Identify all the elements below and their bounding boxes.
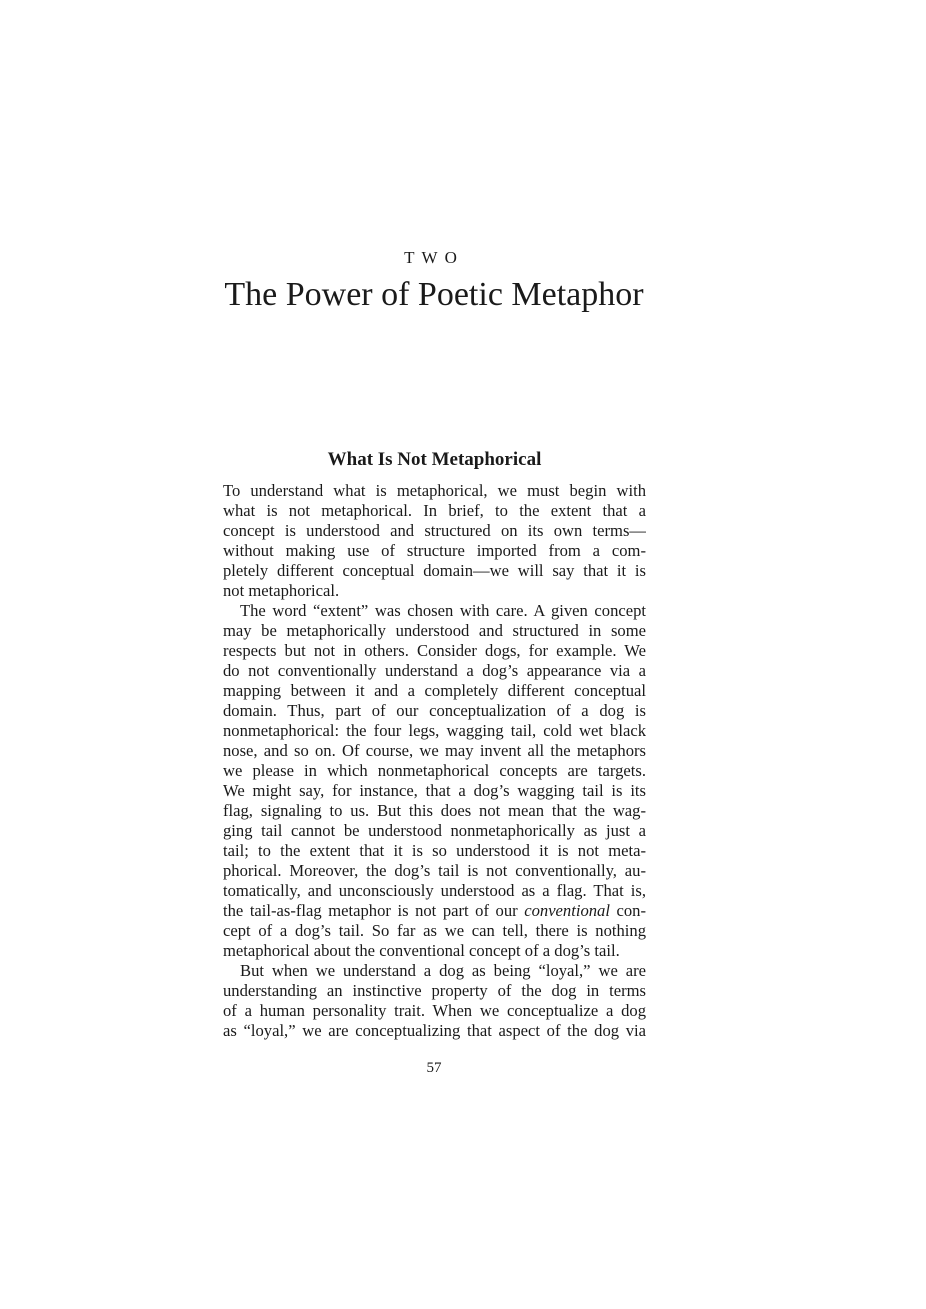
text-line: nose, and so on. Of course, we may invent all the metaphors (223, 741, 646, 760)
text-line: mapping between it and a completely different conceptual (223, 681, 646, 700)
text-line: we please in which nonmetaphorical concepts are targets. (223, 761, 646, 780)
text-line: do not conventionally understand a dog’s appearance via a (223, 661, 646, 680)
text-line: The word “extent” was chosen with care. A given concept (240, 601, 646, 620)
chapter-title: The Power of Poetic Metaphor (224, 276, 644, 313)
text-line: To understand what is metaphorical, we must begin with (223, 481, 646, 500)
emphasis: conventional (524, 901, 610, 920)
paragraph-1 (223, 481, 646, 601)
text-line: But when we understand a dog as being “loyal,” we are (240, 961, 646, 980)
text-line: flag, signaling to us. But this does not mean that the wag- (223, 801, 646, 820)
text-line: ging tail cannot be understood nonmetaphorically as just a (223, 821, 646, 840)
text-line: understanding an instinctive property of the dog in terms (223, 981, 646, 1000)
text-line: domain. Thus, part of our conceptualization of a dog is (223, 701, 646, 720)
text-line: what is not metaphorical. In brief, to the extent that a (223, 501, 646, 520)
text-line: tail; to the extent that it is so understood it is not meta- (223, 841, 646, 860)
text-line: of a human personality trait. When we conceptualize a dog (223, 1001, 646, 1020)
page-number: 57 (426, 1060, 442, 1076)
text-line: pletely different conceptual domain—we will say that it is (223, 561, 646, 580)
text-line: metaphorical about the conventional concept of a dog’s tail. (223, 941, 620, 960)
text-line: phorical. Moreover, the dog’s tail is not conventionally, au- (223, 861, 646, 880)
chapter-number: TWO (404, 248, 464, 267)
text-line: concept is understood and structured on its own terms— (223, 521, 646, 540)
section-heading: What Is Not Metaphorical (327, 449, 542, 470)
text-line: respects but not in others. Consider dogs, for example. We (223, 641, 646, 660)
text-line: nonmetaphorical: the four legs, wagging tail, cold wet black (223, 721, 646, 740)
text-line: tomatically, and unconsciously understood as a flag. That is, (223, 881, 646, 900)
paragraph-2 (223, 601, 646, 961)
text-line: as “loyal,” we are conceptualizing that aspect of the dog via (223, 1021, 646, 1040)
text-line: may be metaphorically understood and structured in some (223, 621, 646, 640)
text-line: We might say, for instance, that a dog’s wagging tail is its (223, 781, 646, 800)
text-line: without making use of structure imported from a com- (223, 541, 646, 560)
text-line: cept of a dog’s tail. So far as we can tell, there is nothing (223, 921, 646, 940)
text-line: not metaphorical. (223, 581, 340, 600)
paragraph-3 (223, 961, 646, 1041)
text-line: the tail-as-flag metaphor is not part of our conventional con- (223, 901, 646, 920)
body-text (223, 447, 646, 1041)
